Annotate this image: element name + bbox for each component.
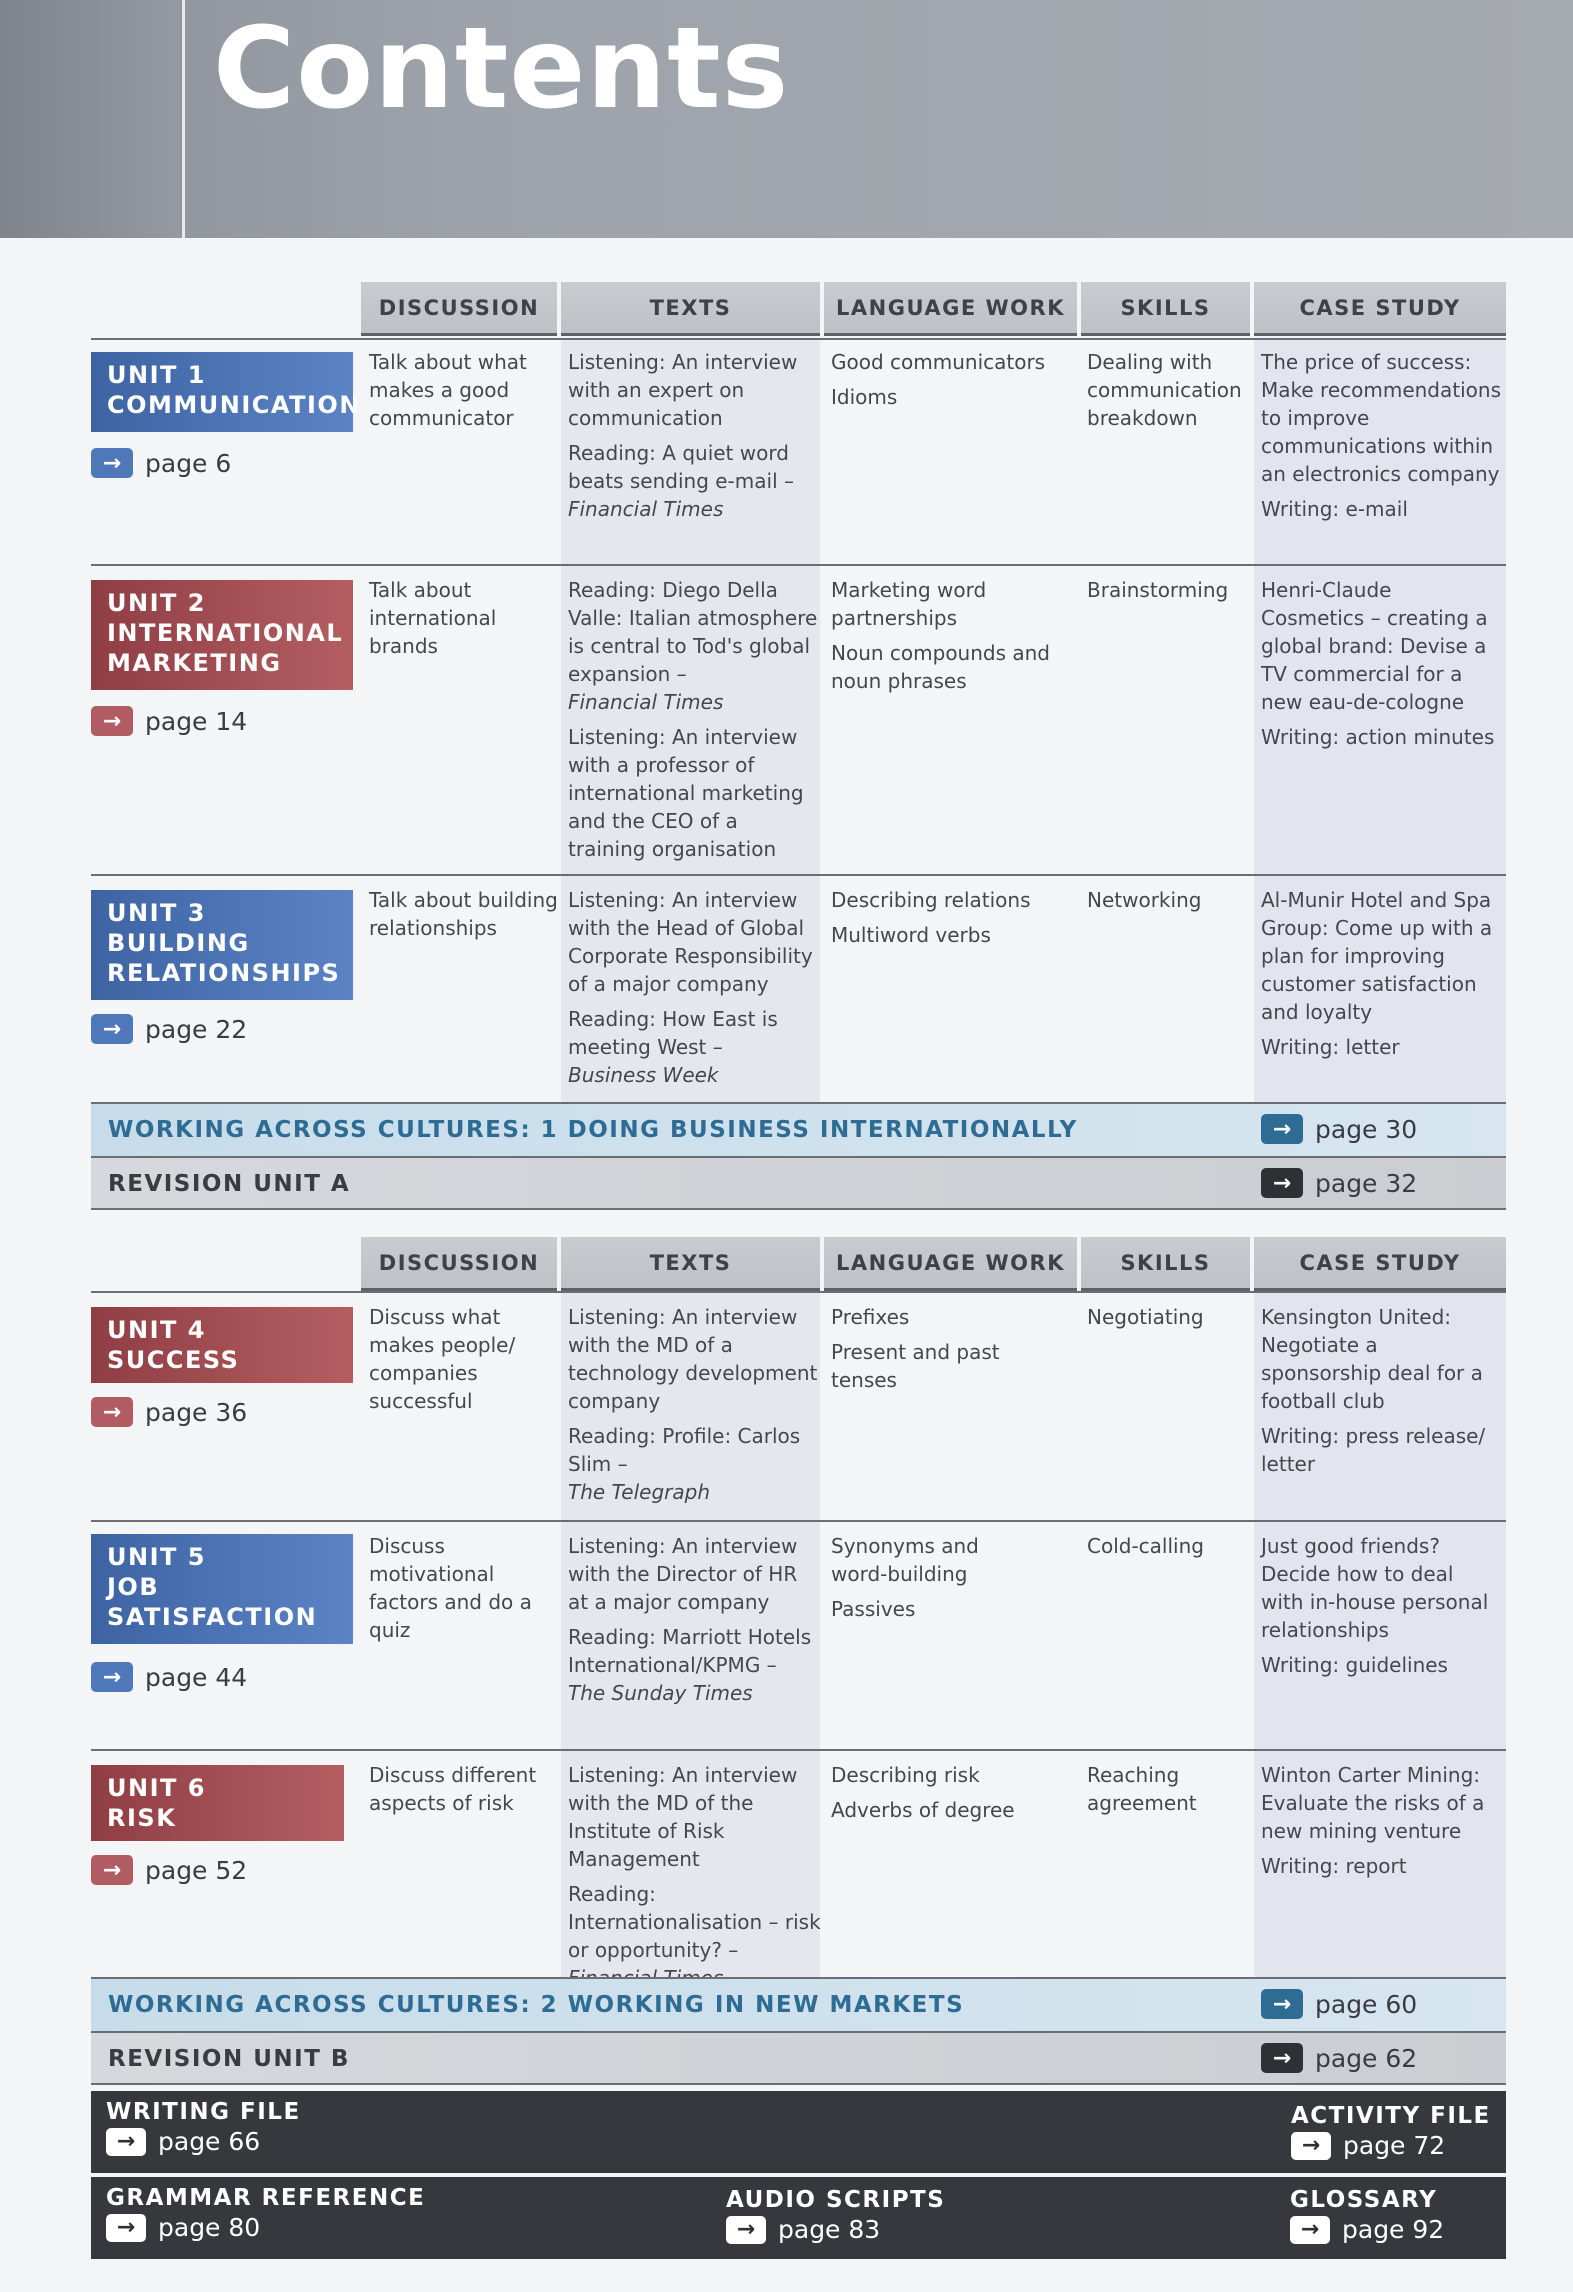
column-header-row-2 [0,1237,1573,1291]
column-header-skills: SKILLS [1081,282,1250,336]
unit-label: UNIT 6 RISK [91,1765,344,1841]
texts-source: Financial Times [568,690,724,714]
texts-cell [568,348,818,530]
unit-page-link[interactable] [91,448,231,478]
arrow-right-icon: → [91,1662,133,1692]
discussion-text: Discuss motivational factors and do a quiz [369,1534,532,1642]
texts-source: Business Week [568,1063,719,1087]
case-study-cell [1261,348,1501,530]
texts-item: Reading: How East is meeting West – [568,1007,778,1059]
grammar-reference-link[interactable] [106,2185,425,2242]
case-study-cell [1261,1303,1501,1485]
skills-cell [1087,348,1245,439]
page-number: page 22 [145,1014,248,1044]
page-number: page 72 [1343,2131,1446,2160]
language-work-cell [831,886,1071,956]
glossary-link[interactable] [1290,2187,1444,2244]
texts-item: Listening: An interview with a professor of international marketing and the CEO of a training organisation [568,725,804,861]
case-study-text: Al-Munir Hotel and Spa Group: Come up with a plan for improving customer satisfaction and loyalty [1261,888,1493,1024]
texts-item: Listening: An interview with the MD of a technology development company [568,1305,818,1413]
footer-title: AUDIO SCRIPTS [726,2187,946,2213]
column-header-skills: SKILLS [1081,1237,1250,1291]
page-number: page 6 [145,448,232,478]
skills-cell [1087,886,1245,921]
page-number: page 30 [1315,1114,1418,1144]
page-number: page 83 [778,2215,881,2244]
arrow-right-icon: → [726,2216,766,2244]
language-item: Passives [831,1597,916,1621]
skills-cell [1087,576,1245,611]
case-study-writing: Writing: letter [1261,1035,1400,1059]
unit-label: UNIT 5 JOB SATISFACTION [91,1534,353,1644]
case-study-cell [1261,1532,1501,1686]
page-number: page 52 [145,1855,248,1885]
language-item: Present and past tenses [831,1340,1000,1392]
arrow-right-icon: → [1261,1989,1303,2019]
wac-label: WORKING ACROSS CULTURES: 2 WORKING IN NEW MARKETS [108,1992,965,2018]
language-item: Prefixes [831,1305,910,1329]
texts-item: Reading: Diego Della Valle: Italian atmosphere is central to Tod's global expansion – [568,578,818,686]
column-header-texts: TEXTS [561,282,820,336]
column-header-texts: TEXTS [561,1237,820,1291]
footer-title: WRITING FILE [106,2099,301,2125]
language-item: Multiword verbs [831,923,991,947]
revision-row [91,1156,1506,1210]
language-item: Good communicators [831,350,1046,374]
skills-cell [1087,1303,1245,1338]
footer-bar-bottom [91,2177,1506,2259]
case-study-cell [1261,886,1501,1068]
working-across-cultures-row [91,1102,1506,1156]
language-work-cell [831,348,1071,418]
language-item: Synonyms and word-building [831,1534,979,1586]
texts-item: Listening: An interview with the Director of HR at a major company [568,1534,798,1614]
language-item: Describing relations [831,888,1031,912]
case-study-writing: Writing: action minutes [1261,725,1495,749]
revision-row [91,2031,1506,2085]
arrow-right-icon: → [1261,1114,1303,1144]
texts-cell [568,1761,830,1999]
case-study-text: Kensington United: Negotiate a sponsorship deal for a football club [1261,1305,1483,1413]
discussion-cell [369,348,559,439]
page-number: page 80 [158,2213,261,2242]
texts-item: Reading: Marriott Hotels International/KPMG – [568,1625,812,1677]
column-header-case-study: CASE STUDY [1254,1237,1506,1291]
skills-cell [1087,1761,1227,1824]
page-number: page 92 [1342,2215,1445,2244]
unit-label: UNIT 4 SUCCESS [91,1307,353,1383]
language-item: Noun compounds and noun phrases [831,641,1051,693]
case-study-writing: Writing: guidelines [1261,1653,1448,1677]
unit-page-link[interactable] [91,1397,247,1427]
revision-label: REVISION UNIT B [108,2046,350,2072]
language-work-cell [831,576,1071,702]
page-title: Contents [213,4,790,134]
column-header-row-1 [0,282,1573,336]
unit-row [91,874,1506,1102]
discussion-text: Talk about building relationships [369,888,558,940]
texts-item: Reading: Internationalisation – risk or opportunity? – [568,1882,821,1962]
unit-row [91,1520,1506,1749]
texts-item: Listening: An interview with an expert on communication [568,350,798,430]
header-left-panel [0,0,180,238]
discussion-text: Discuss different aspects of risk [369,1763,537,1815]
page-number: page 14 [145,706,248,736]
footer-title: GRAMMAR REFERENCE [106,2185,426,2211]
case-study-writing: Writing: report [1261,1854,1407,1878]
texts-source: The Sunday Times [568,1681,753,1705]
column-header-case-study: CASE STUDY [1254,282,1506,336]
arrow-right-icon: → [1261,1168,1303,1198]
texts-cell [568,576,818,870]
page-number: page 62 [1315,2043,1418,2073]
unit-page-link[interactable] [91,1014,247,1044]
case-study-writing: Writing: e-mail [1261,497,1408,521]
unit-page-link[interactable] [91,706,247,736]
discussion-cell [369,576,559,667]
revision-page-link[interactable] [1261,1168,1417,1198]
arrow-right-icon: → [1291,2132,1331,2160]
wac-label: WORKING ACROSS CULTURES: 1 DOING BUSINESS INTERNATIONALLY [108,1117,1078,1143]
texts-item: Reading: A quiet word beats sending e-mail – [568,441,794,493]
wac-page-link[interactable] [1261,1989,1417,2019]
column-header-language-work: LANGUAGE WORK [824,1237,1077,1291]
audio-scripts-link[interactable] [726,2187,945,2244]
case-study-text: Just good friends? Decide how to deal with in-house personal relationships [1261,1534,1489,1642]
footer-bar-top [91,2091,1506,2173]
skills-cell [1087,1532,1245,1567]
arrow-right-icon: → [91,448,133,478]
arrow-right-icon: → [91,1855,133,1885]
arrow-right-icon: → [91,1014,133,1044]
language-item: Adverbs of degree [831,1798,1015,1822]
texts-cell [568,886,818,1096]
case-study-text: The price of success: Make recommendations to improve communications within an electronics company [1261,350,1501,486]
working-across-cultures-row [91,1977,1506,2031]
writing-file-link[interactable] [106,2099,301,2156]
language-work-cell [831,1761,1071,1831]
arrow-right-icon: → [1261,2043,1303,2073]
column-header-discussion: DISCUSSION [361,1237,557,1291]
discussion-cell [369,886,559,949]
texts-item: Listening: An interview with the Head of Global Corporate Responsibility of a major company [568,888,813,996]
discussion-text: Talk about what makes a good communicator [369,350,527,430]
skills-text: Networking [1087,888,1202,912]
arrow-right-icon: → [1290,2216,1330,2244]
discussion-text: Talk about international brands [369,578,497,658]
unit-row [91,1291,1506,1520]
column-header-discussion: DISCUSSION [361,282,557,336]
language-work-cell [831,1532,1031,1630]
texts-source: The Telegraph [568,1480,711,1504]
unit-label: UNIT 1 COMMUNICATION [91,352,353,432]
texts-cell [568,1303,818,1513]
arrow-right-icon: → [106,2128,146,2156]
skills-text: Dealing with communication breakdown [1087,350,1242,430]
unit-page-link[interactable] [91,1855,247,1885]
activity-file-link[interactable] [1291,2103,1491,2160]
footer-title: GLOSSARY [1290,2187,1438,2213]
case-study-text: Henri-Claude Cosmetics – creating a global brand: Devise a TV commercial for a new eau-de-cologne [1261,578,1488,714]
page-number: page 44 [145,1662,248,1692]
revision-label: REVISION UNIT A [108,1171,351,1197]
texts-cell [568,1532,818,1714]
unit-row [91,1749,1506,1977]
language-work-cell [831,1303,1071,1401]
skills-text: Reaching agreement [1087,1763,1197,1815]
unit-row [91,338,1506,564]
language-item: Marketing word partnerships [831,578,987,630]
unit-label: UNIT 2 INTERNATIONAL MARKETING [91,580,353,690]
footer-title: ACTIVITY FILE [1291,2103,1491,2129]
skills-text: Cold-calling [1087,1534,1204,1558]
case-study-cell [1261,1761,1501,1887]
discussion-text: Discuss what makes people/ companies successful [369,1305,516,1413]
language-item: Describing risk [831,1763,980,1787]
texts-source: Financial Times [568,497,724,521]
page-number: page 66 [158,2127,261,2156]
wac-page-link[interactable] [1261,1114,1417,1144]
header-divider [182,0,185,238]
page-number: page 32 [1315,1168,1418,1198]
texts-item: Listening: An interview with the MD of the Institute of Risk Management [568,1763,798,1871]
arrow-right-icon: → [106,2214,146,2242]
arrow-right-icon: → [91,1397,133,1427]
unit-label: UNIT 3 BUILDING RELATIONSHIPS [91,890,353,1000]
unit-page-link[interactable] [91,1662,247,1692]
texts-item: Reading: Profile: Carlos Slim – [568,1424,801,1476]
discussion-cell [369,1303,559,1422]
case-study-text: Winton Carter Mining: Evaluate the risks of a new mining venture [1261,1763,1485,1843]
revision-page-link[interactable] [1261,2043,1417,2073]
discussion-cell [369,1532,539,1651]
arrow-right-icon: → [91,706,133,736]
case-study-writing: Writing: press release/ letter [1261,1424,1486,1476]
skills-text: Brainstorming [1087,578,1229,602]
language-item: Idioms [831,385,898,409]
unit-row [91,564,1506,874]
header-banner [0,0,1573,238]
skills-text: Negotiating [1087,1305,1204,1329]
discussion-cell [369,1761,559,1824]
case-study-cell [1261,576,1501,758]
column-header-language-work: LANGUAGE WORK [824,282,1077,336]
page-number: page 36 [145,1397,248,1427]
page-number: page 60 [1315,1989,1418,2019]
